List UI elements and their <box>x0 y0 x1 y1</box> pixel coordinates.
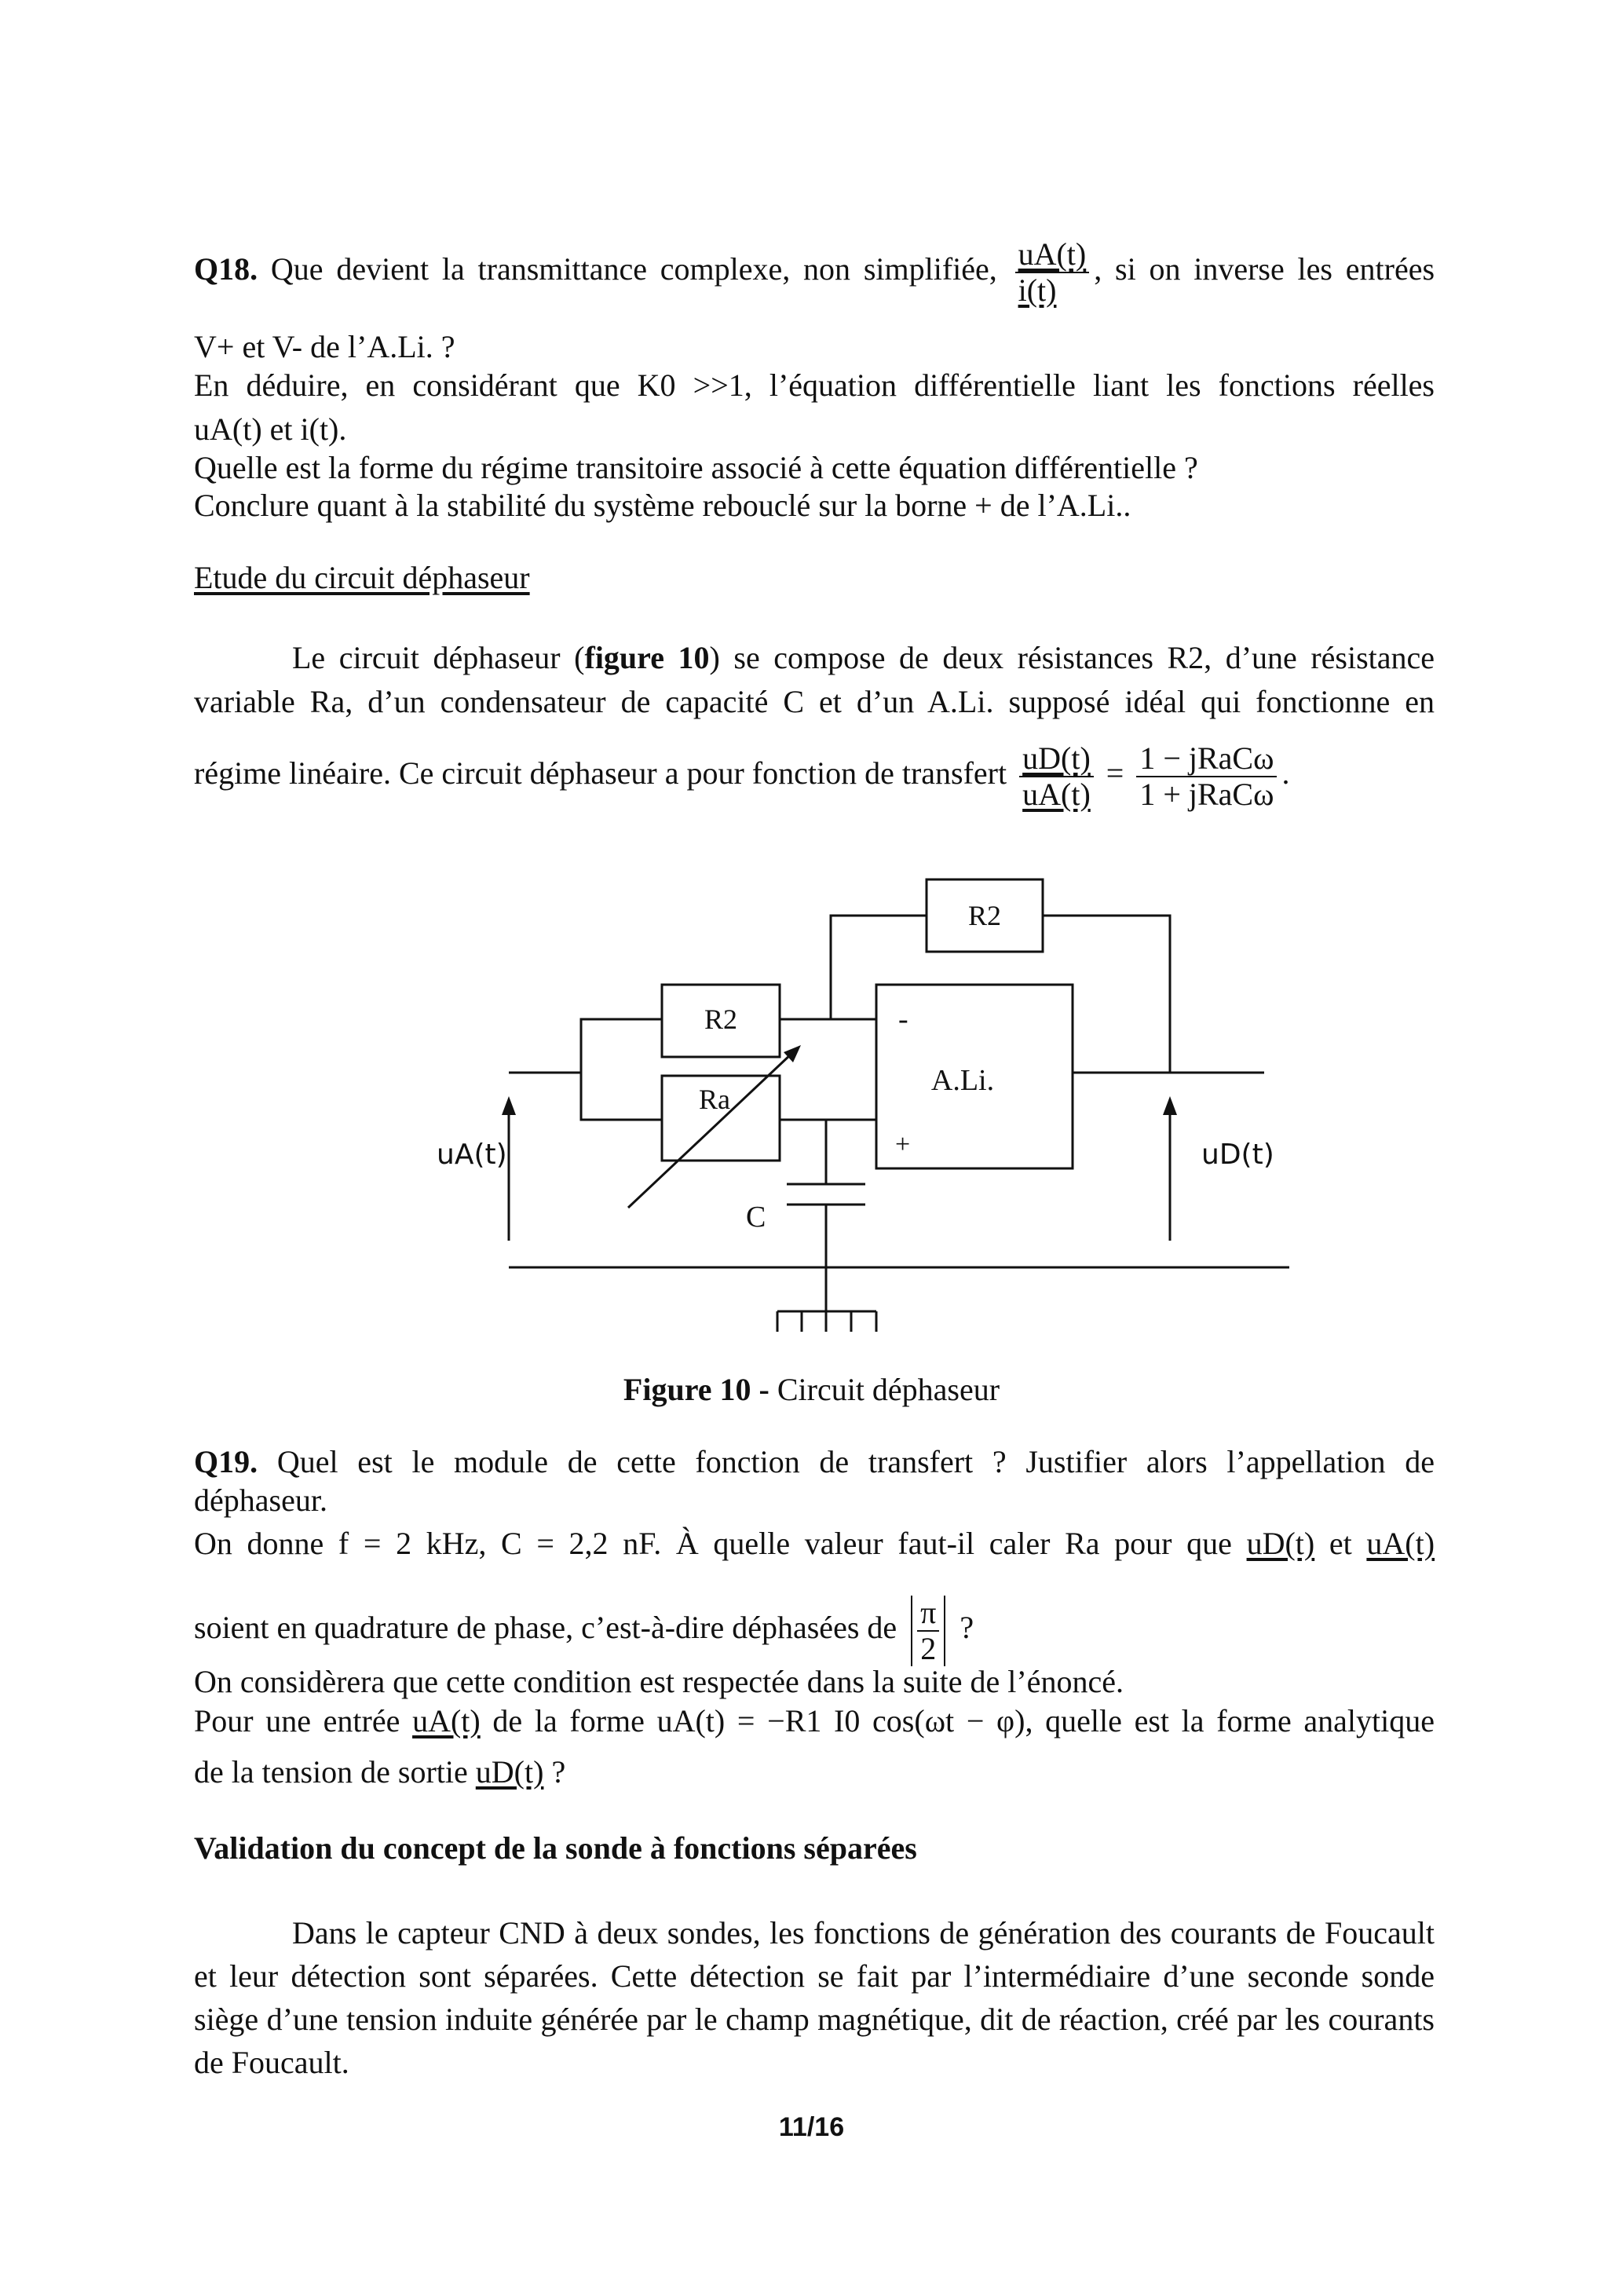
q19-line6-b: de la forme <box>492 1703 645 1738</box>
wire-split <box>581 1019 662 1120</box>
tf-num-left: uD(t) <box>1019 741 1094 777</box>
p1-line1-b: ) se compose de deux résistances R2, d’une résistance <box>709 640 1435 675</box>
q19-line3-a: On donne f = 2 kHz, C = 2,2 nF. À quelle valeur faut-il caler Ra pour que <box>194 1526 1232 1561</box>
label-minus: - <box>898 1003 908 1036</box>
tf-num-right: 1 − jRaCω <box>1136 741 1277 777</box>
label-ud: uD(t) <box>1201 1139 1274 1171</box>
validation-heading <box>194 1830 917 1867</box>
dephaseur-p1-line3: régime linéaire. Ce circuit déphaseur a pour fonction de transfert $\frac{uD(t)}{uA(t)}$ = $\frac{\text{1 − jRaCω}}{\text{1 + jRaCω}}$ . <box>194 740 1290 812</box>
wire-top-right <box>1043 916 1170 1073</box>
dephaseur-p1-line2: variable Ra, d’un condensateur de capacité C et d’un A.Li. supposé idéal qui fonctionne en <box>194 684 1435 719</box>
q19-line1-text: Quel est le module de cette fonction de transfert ? Justifier alors l’appellation de <box>276 1444 1435 1479</box>
label-capacitor: C <box>746 1201 766 1234</box>
q19-line7-b: ? <box>551 1754 566 1790</box>
q19-ua-expr: uA(t) = −R1 I0 cos(ωt − φ) <box>656 1703 1025 1738</box>
wire-top-left <box>831 916 927 1019</box>
q19-abs-fraction <box>911 1596 945 1666</box>
tf-den-left: uA(t) <box>1022 777 1091 812</box>
p1-line3-text: régime linéaire. Ce circuit déphaseur a pour fonction de transfert <box>194 755 1007 792</box>
q18-line5: Quelle est la forme du régime transitoire associé à cette équation différentielle ? <box>194 450 1198 485</box>
q18-frac-den: i(t) <box>1018 272 1057 308</box>
q19-label: Q19. <box>194 1444 258 1479</box>
ud-arrow-head <box>1163 1096 1177 1115</box>
label-plus: + <box>895 1130 911 1159</box>
q19-line7-ud: uD(t) <box>475 1754 544 1790</box>
label-opamp: A.Li. <box>930 1064 995 1097</box>
q19-line6-c: , quelle est la forme analytique <box>1025 1703 1435 1738</box>
q19-ud: uD(t) <box>1246 1526 1315 1561</box>
q19-line3 <box>194 1525 1435 1563</box>
label-r2-top: R2 <box>967 900 1002 931</box>
label-ra: Ra <box>699 1084 730 1115</box>
q19-line5: On considèrera que cette condition est respectée dans la suite de l’énoncé. <box>194 1664 1124 1699</box>
q19-line7 <box>194 1753 565 1791</box>
q19-ua: uA(t) <box>1366 1526 1435 1561</box>
q19-line6-a: Pour une entrée <box>194 1703 400 1738</box>
p1-fig-ref: figure 10 <box>584 640 710 675</box>
caption-text: Circuit déphaseur <box>777 1372 1000 1407</box>
q19-et: et <box>1329 1526 1352 1561</box>
p1-line1-a: Le circuit déphaseur ( <box>292 640 585 675</box>
q18-label: Q18. <box>194 251 258 287</box>
tf-den-right: 1 + jRaCω <box>1139 777 1274 812</box>
arrow-heads <box>502 1045 1177 1115</box>
q18-frac-num: uA(t) <box>1015 237 1090 273</box>
section-heading-text: Etude du circuit déphaseur <box>194 560 530 595</box>
q18-line3-a: En déduire, en considérant que <box>194 367 620 403</box>
q19-line6 <box>194 1702 1435 1740</box>
q19-pi: π <box>917 1596 939 1632</box>
q19-line4-a: soient en quadrature de phase, c’est-à-dire déphasées de <box>194 1610 897 1646</box>
q18-text: Que devient la transmittance complexe, non simplifiée, <box>270 251 997 287</box>
q19-line4 <box>194 1596 974 1666</box>
q18-line3-b: , l’équation différentielle liant les fonctions réelles <box>744 367 1435 403</box>
q19-line4-b: ? <box>960 1610 974 1646</box>
caption-bold: Figure 10 - <box>623 1372 769 1407</box>
label-ua: uA(t) <box>437 1139 507 1171</box>
q18-line2: V+ et V- de l’A.Li. ? <box>194 329 455 364</box>
page-number: 11/16 <box>778 2112 845 2142</box>
q19-line7-a: de la tension de sortie <box>194 1754 468 1790</box>
q18-k0: K0 >>1 <box>637 367 744 403</box>
validation-heading-text: Validation du concept de la sonde à fonctions séparées <box>194 1830 917 1866</box>
label-r2-left: R2 <box>704 1004 738 1035</box>
q18-text-b: , si on inverse les entrées <box>1094 251 1435 287</box>
q19-line2: déphaseur. <box>194 1483 327 1518</box>
q19-line1 <box>194 1443 1435 1481</box>
q19-two: 2 <box>920 1631 937 1666</box>
ua-arrow-head <box>502 1096 516 1115</box>
q19-line6-ua: uA(t) <box>412 1703 481 1738</box>
validation-paragraph: Dans le capteur CND à deux sondes, les fonctions de génération des courants de Foucault et leur détection sont séparées. Cette détection se fait par l’intermédiaire d’une seconde sonde siège d’une tension induite générée par le champ magnétique, dit de réaction, créé par les courants de Foucault. <box>194 1915 1435 2080</box>
figure-caption <box>0 1371 1623 1409</box>
q18-line4: uA(t) et i(t). <box>194 411 347 447</box>
q18-line6: Conclure quant à la stabilité du système rebouclé sur la borne + de l’A.Li.. <box>194 488 1131 523</box>
